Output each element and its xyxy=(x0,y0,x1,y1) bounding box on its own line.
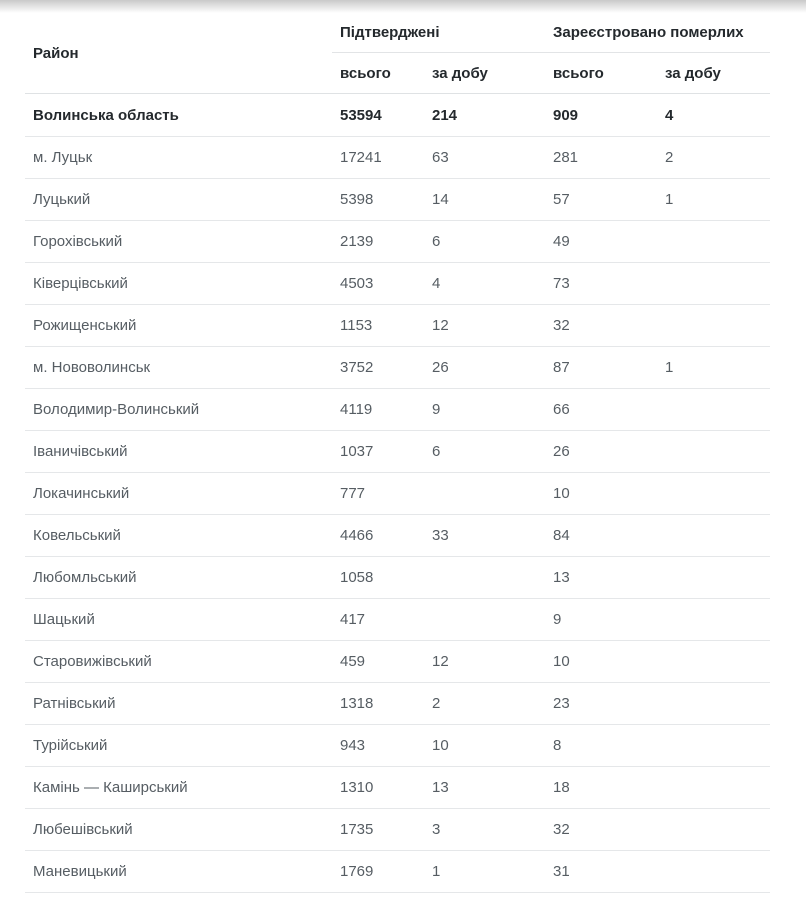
cell-confirmed-daily: 9 xyxy=(424,389,545,431)
cell-deaths-daily xyxy=(657,683,770,725)
table-row xyxy=(25,725,770,767)
cell-confirmed-daily: 13 xyxy=(424,767,545,809)
table-row xyxy=(25,473,770,515)
cell-confirmed-total: 3752 xyxy=(332,347,424,389)
cell-deaths-total: 32 xyxy=(545,809,657,851)
cell-confirmed-total: 17241 xyxy=(332,137,424,179)
table-row xyxy=(25,389,770,431)
cell-region-name: Любомльський xyxy=(25,557,332,599)
table-row xyxy=(25,179,770,221)
cell-confirmed-daily xyxy=(424,473,545,515)
cell-deaths-total: 18 xyxy=(545,767,657,809)
cell-confirmed-total: 943 xyxy=(332,725,424,767)
cell-confirmed-daily xyxy=(424,599,545,641)
col-header-confirmed-total: всього xyxy=(332,53,424,94)
cell-deaths-daily xyxy=(657,767,770,809)
cell-region-name: Ратнівський xyxy=(25,683,332,725)
cell-confirmed-total: 777 xyxy=(332,473,424,515)
cell-region-name: Любешівський xyxy=(25,809,332,851)
cell-confirmed-total: 459 xyxy=(332,641,424,683)
cell-deaths-daily xyxy=(657,641,770,683)
cell-confirmed-daily: 12 xyxy=(424,305,545,347)
cell-confirmed-daily: 4 xyxy=(424,263,545,305)
cell-region-name: Іваничівський xyxy=(25,431,332,473)
cell-confirmed-total: 1735 xyxy=(332,809,424,851)
cell-confirmed-daily: 12 xyxy=(424,641,545,683)
cell-deaths-total: 32 xyxy=(545,305,657,347)
table-row xyxy=(25,599,770,641)
cell-deaths-total: 49 xyxy=(545,221,657,263)
cell-deaths-total: 73 xyxy=(545,263,657,305)
cell-confirmed-total: 1058 xyxy=(332,557,424,599)
cell-region-name: Ківерцівський xyxy=(25,263,332,305)
cell-deaths-daily: 2 xyxy=(657,137,770,179)
cell-region-name: Волинська область xyxy=(25,94,332,137)
cell-deaths-total: 8 xyxy=(545,725,657,767)
cell-confirmed-total: 1769 xyxy=(332,851,424,893)
cell-deaths-daily xyxy=(657,557,770,599)
cell-confirmed-total: 5398 xyxy=(332,179,424,221)
cell-deaths-daily xyxy=(657,599,770,641)
col-header-group-confirmed: Підтверджені xyxy=(332,13,545,53)
cell-region-name: Камінь — Каширський xyxy=(25,767,332,809)
col-header-group-deaths: Зареєстровано померлих xyxy=(545,13,770,53)
cell-confirmed-total: 53594 xyxy=(332,94,424,137)
cell-region-name: Ковельський xyxy=(25,515,332,557)
cell-region-name: Маневицький xyxy=(25,851,332,893)
cell-region-name: Шацький xyxy=(25,599,332,641)
cell-region-name: Локачинський xyxy=(25,473,332,515)
col-header-deaths-total: всього xyxy=(545,53,657,94)
cell-confirmed-daily: 33 xyxy=(424,515,545,557)
table-row xyxy=(25,347,770,389)
cell-deaths-daily xyxy=(657,221,770,263)
cell-region-name: Старовижівський xyxy=(25,641,332,683)
cell-deaths-daily xyxy=(657,515,770,557)
table-header xyxy=(25,13,770,94)
cell-deaths-total: 10 xyxy=(545,641,657,683)
cell-deaths-total: 66 xyxy=(545,389,657,431)
cell-deaths-daily: 1 xyxy=(657,347,770,389)
cell-deaths-daily: 4 xyxy=(657,94,770,137)
statistics-table-container xyxy=(25,13,770,893)
table-row xyxy=(25,767,770,809)
table-row xyxy=(25,641,770,683)
cell-deaths-total: 87 xyxy=(545,347,657,389)
cell-deaths-total: 281 xyxy=(545,137,657,179)
cell-confirmed-daily: 10 xyxy=(424,725,545,767)
cell-deaths-total: 57 xyxy=(545,179,657,221)
table-row xyxy=(25,431,770,473)
cell-confirmed-daily: 6 xyxy=(424,431,545,473)
cell-deaths-daily xyxy=(657,431,770,473)
table-row xyxy=(25,221,770,263)
cell-confirmed-daily xyxy=(424,557,545,599)
cell-deaths-daily xyxy=(657,851,770,893)
cell-region-name: Рожищенський xyxy=(25,305,332,347)
cell-deaths-total: 84 xyxy=(545,515,657,557)
table-row-oblast-total xyxy=(25,94,770,137)
table-row xyxy=(25,557,770,599)
cell-deaths-total: 909 xyxy=(545,94,657,137)
cell-region-name: Горохівський xyxy=(25,221,332,263)
cell-confirmed-total: 1310 xyxy=(332,767,424,809)
cell-confirmed-total: 4466 xyxy=(332,515,424,557)
cell-confirmed-daily: 63 xyxy=(424,137,545,179)
cell-confirmed-total: 4503 xyxy=(332,263,424,305)
table-row xyxy=(25,137,770,179)
table-row xyxy=(25,809,770,851)
cell-confirmed-daily: 3 xyxy=(424,809,545,851)
cell-deaths-daily xyxy=(657,809,770,851)
cell-deaths-total: 13 xyxy=(545,557,657,599)
cell-confirmed-daily: 26 xyxy=(424,347,545,389)
cell-confirmed-total: 1153 xyxy=(332,305,424,347)
cell-confirmed-daily: 6 xyxy=(424,221,545,263)
cell-confirmed-total: 1037 xyxy=(332,431,424,473)
cell-deaths-total: 26 xyxy=(545,431,657,473)
col-header-confirmed-daily: за добу xyxy=(424,53,545,94)
cell-deaths-daily xyxy=(657,263,770,305)
cell-confirmed-daily: 1 xyxy=(424,851,545,893)
cell-region-name: м. Нововолинськ xyxy=(25,347,332,389)
cell-confirmed-daily: 214 xyxy=(424,94,545,137)
cell-deaths-total: 31 xyxy=(545,851,657,893)
cell-confirmed-daily: 2 xyxy=(424,683,545,725)
col-header-region: Район xyxy=(25,13,332,94)
cell-deaths-daily xyxy=(657,305,770,347)
table-row xyxy=(25,851,770,893)
table-row xyxy=(25,515,770,557)
covid-statistics-table xyxy=(25,13,770,893)
table-row xyxy=(25,305,770,347)
cell-deaths-daily: 1 xyxy=(657,179,770,221)
cell-confirmed-total: 417 xyxy=(332,599,424,641)
cell-deaths-total: 9 xyxy=(545,599,657,641)
cell-deaths-daily xyxy=(657,473,770,515)
cell-confirmed-total: 1318 xyxy=(332,683,424,725)
cell-region-name: Володимир-Волинський xyxy=(25,389,332,431)
cell-confirmed-daily: 14 xyxy=(424,179,545,221)
cell-deaths-daily xyxy=(657,389,770,431)
cell-confirmed-total: 2139 xyxy=(332,221,424,263)
cell-region-name: Турійський xyxy=(25,725,332,767)
table-row xyxy=(25,263,770,305)
cell-deaths-total: 10 xyxy=(545,473,657,515)
cell-confirmed-total: 4119 xyxy=(332,389,424,431)
header-group-row xyxy=(25,13,770,53)
top-shadow-gradient xyxy=(0,0,806,13)
cell-region-name: Луцький xyxy=(25,179,332,221)
cell-region-name: м. Луцьк xyxy=(25,137,332,179)
col-header-deaths-daily: за добу xyxy=(657,53,770,94)
table-body xyxy=(25,94,770,893)
cell-deaths-total: 23 xyxy=(545,683,657,725)
table-row xyxy=(25,683,770,725)
cell-deaths-daily xyxy=(657,725,770,767)
